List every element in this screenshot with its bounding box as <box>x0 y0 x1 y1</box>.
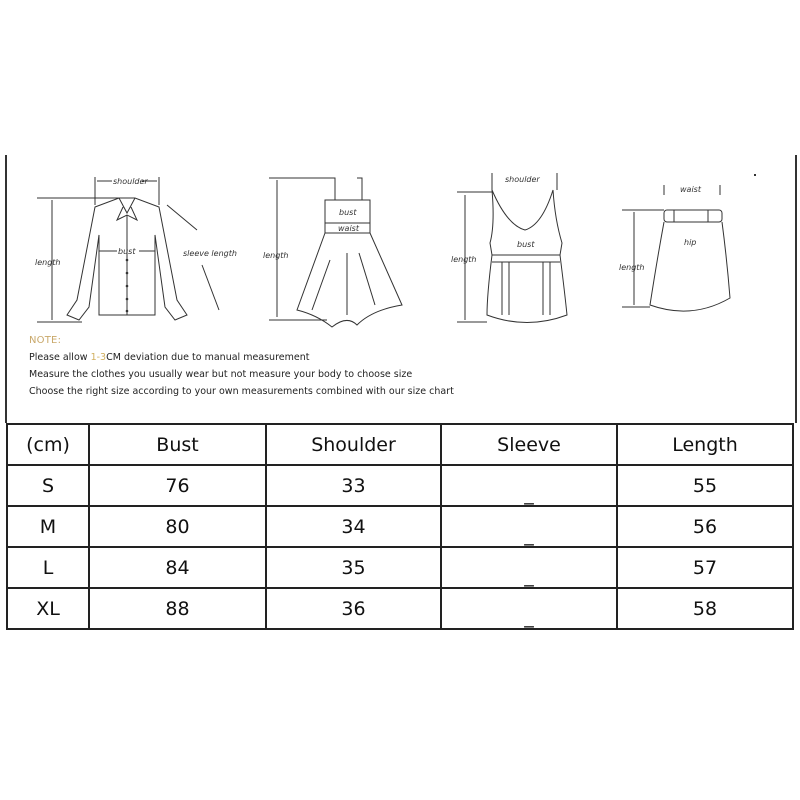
table-row <box>7 588 793 629</box>
header-shoulder: Shoulder <box>266 424 441 465</box>
note-title: NOTE: <box>29 335 62 346</box>
sleeve-cell <box>441 465 617 506</box>
sleeve-value: _ <box>524 523 534 546</box>
header-bust: Bust <box>89 424 266 465</box>
deviation-range: 1-3 <box>90 352 107 363</box>
hip-label: hip <box>684 238 697 247</box>
shoulder-cell: 33 <box>266 465 441 506</box>
sleeve-value: _ <box>524 605 534 628</box>
bust-label: bust <box>118 247 136 256</box>
bust-cell: 88 <box>89 588 266 629</box>
shoulder-cell: 36 <box>266 588 441 629</box>
dress-diagram <box>257 165 427 339</box>
tank-shoulder-label: shoulder <box>505 175 540 184</box>
sleeve-value: _ <box>524 564 534 587</box>
note-line-deviation <box>29 352 454 363</box>
note-line-choose: Choose the right size according to your own measurements combined with our size chart <box>29 386 454 397</box>
dress-illustration-icon <box>257 165 427 335</box>
length-cell: 56 <box>617 506 793 547</box>
blouse-diagram <box>27 165 237 339</box>
sleeve-cell <box>441 547 617 588</box>
table-row <box>7 506 793 547</box>
table-row <box>7 547 793 588</box>
sleeve-cell <box>441 588 617 629</box>
bust-cell: 80 <box>89 506 266 547</box>
sleeve-length-label: sleeve length <box>183 249 237 258</box>
table-row <box>7 465 793 506</box>
length-cell: 58 <box>617 588 793 629</box>
note-line-measure: Measure the clothes you usually wear but not measure your body to choose size <box>29 369 413 380</box>
length-cell: 57 <box>617 547 793 588</box>
header-length: Length <box>617 424 793 465</box>
size-cell: S <box>7 465 89 506</box>
note-line1-suffix: CM deviation due to manual measurement <box>106 352 310 363</box>
stray-dot <box>754 174 756 176</box>
measurement-diagrams <box>7 155 795 330</box>
waist-label: waist <box>338 224 359 233</box>
size-guide-frame <box>5 155 797 423</box>
size-cell: XL <box>7 588 89 629</box>
skirt-diagram <box>612 180 752 334</box>
note-line1-prefix: Please allow <box>29 352 91 363</box>
bust-cell: 76 <box>89 465 266 506</box>
tank-length-label: length <box>451 255 477 264</box>
sleeve-cell <box>441 506 617 547</box>
dress-length-label: length <box>263 251 289 260</box>
sleeve-value: _ <box>524 482 534 505</box>
tank-bust-label: bust <box>517 240 535 249</box>
skirt-illustration-icon <box>612 180 752 330</box>
size-cell: M <box>7 506 89 547</box>
blouse-illustration-icon <box>27 165 237 335</box>
tank-top-diagram <box>447 165 587 339</box>
length-label: length <box>35 258 61 267</box>
tank-top-illustration-icon <box>447 165 587 335</box>
size-cell: L <box>7 547 89 588</box>
header-sleeve: Sleeve <box>441 424 617 465</box>
header-unit: (cm) <box>7 424 89 465</box>
skirt-waist-label: waist <box>680 185 701 194</box>
shoulder-label: shoulder <box>113 177 148 186</box>
size-chart-table <box>6 423 794 630</box>
table-header-row <box>7 424 793 465</box>
skirt-length-label: length <box>619 263 645 272</box>
length-cell: 55 <box>617 465 793 506</box>
shoulder-cell: 34 <box>266 506 441 547</box>
measurement-note <box>29 335 454 403</box>
shoulder-cell: 35 <box>266 547 441 588</box>
dress-bust-label: bust <box>339 208 357 217</box>
bust-cell: 84 <box>89 547 266 588</box>
